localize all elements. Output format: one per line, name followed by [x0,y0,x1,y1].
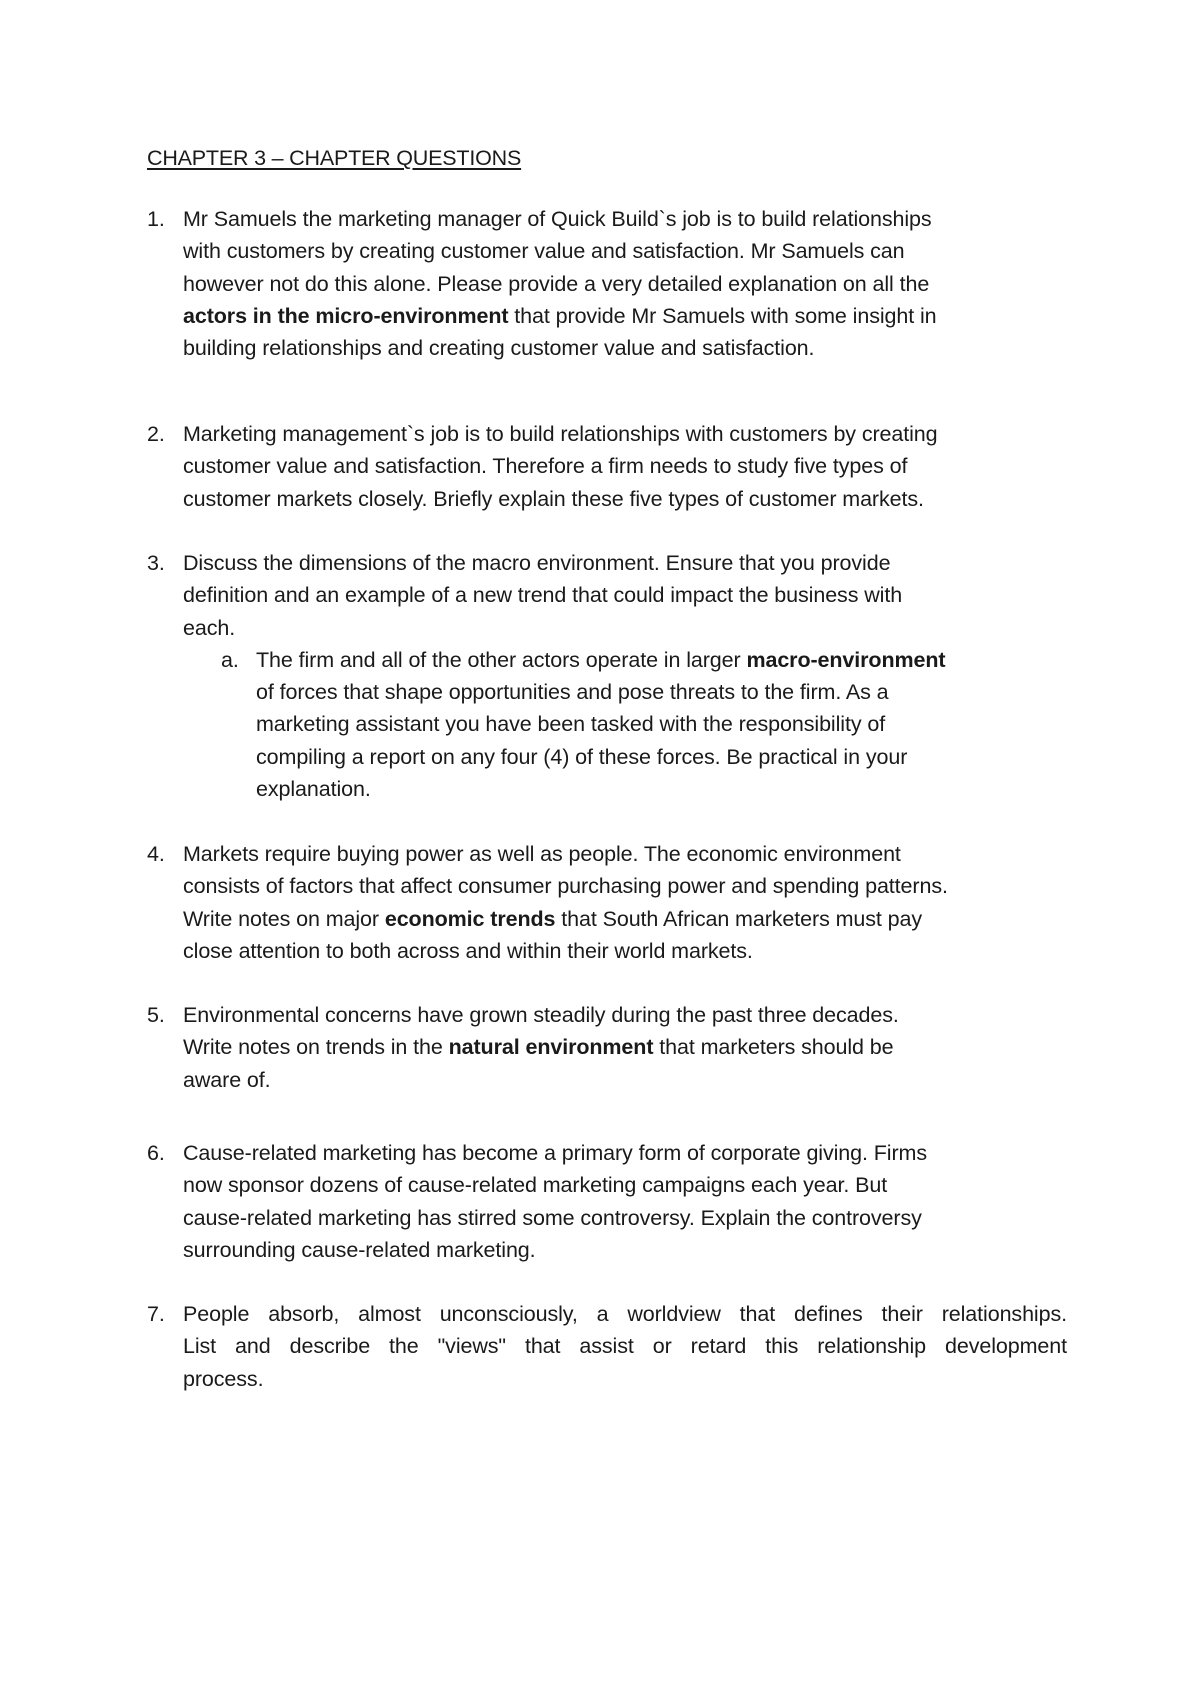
question-4 [147,838,1067,967]
question-line: now sponsor dozens of cause-related marketing campaigns each year. But [183,1173,888,1198]
question-line: cause-related marketing has stirred some controversy. Explain the controversy [183,1205,922,1230]
question-line: explanation. [256,777,371,802]
question-5 [147,999,1067,1096]
question-2 [147,418,1067,515]
question-line: customer value and satisfaction. Therefore a firm needs to study five types of [183,454,908,479]
sub-question-letter: a. [221,647,239,672]
question-3 [147,547,1067,805]
question-line: of forces that shape opportunities and pose threats to the firm. As a [256,680,889,705]
question-line: however not do this alone. Please provide a very detailed explanation on all the [183,271,930,296]
question-line: Write notes on major economic trends that South African marketers must pay [183,906,923,931]
question-line: Cause-related marketing has become a primary form of corporate giving. Firms [183,1141,927,1165]
question-line: actors in the micro-environment that provide Mr Samuels with some insight in [183,303,937,328]
question-line: Mr Samuels the marketing manager of Quick Build`s job is to build relationships [183,207,932,231]
question-line: aware of. [183,1067,271,1092]
question-line: Write notes on trends in the natural environment that marketers should be [183,1035,894,1060]
question-line: customer markets closely. Briefly explain these five types of customer markets. [183,486,924,511]
bold-term: natural environment [448,1035,654,1060]
question-7 [147,1298,1067,1395]
question-line: process. [183,1366,264,1391]
question-line: surrounding cause-related marketing. [183,1237,536,1262]
question-line: building relationships and creating customer value and satisfaction. [183,336,815,361]
bold-term: actors in the micro-environment [183,303,509,328]
question-line: close attention to both across and within their world markets. [183,938,753,963]
question-line: compiling a report on any four (4) of these forces. Be practical in your [256,744,908,769]
question-line: consists of factors that affect consumer purchasing power and spending patterns. [183,874,948,899]
question-number: 4. [147,842,165,866]
question-number: 1. [147,207,165,231]
question-line: The firm and all of the other actors operate in larger macro-environment [256,647,946,672]
question-number: 2. [147,422,165,446]
question-number: 7. [147,1302,165,1326]
bold-term: macro-environment [746,647,946,672]
question-number: 5. [147,1003,165,1027]
question-line: definition and an example of a new trend that could impact the business with [183,583,903,608]
bold-term: economic trends [384,906,556,931]
sub-question-a [221,644,1067,805]
question-1 [147,203,1067,364]
question-line: Discuss the dimensions of the macro environment. Ensure that you provide [183,551,891,575]
question-line: Marketing management`s job is to build relationships with customers by creating [183,422,938,446]
question-line: People absorb, almost unconsciously, a worldview that defines their relationships. [183,1302,1067,1326]
question-line: each. [183,615,236,640]
question-line: List and describe the "views" that assist or retard this relationship development [183,1334,1067,1359]
question-6 [147,1137,1067,1266]
page-title: CHAPTER 3 – CHAPTER QUESTIONS [147,146,522,170]
question-number: 6. [147,1141,165,1165]
question-line: with customers by creating customer value and satisfaction. Mr Samuels can [183,239,905,264]
question-line: marketing assistant you have been tasked with the responsibility of [256,712,886,737]
question-line: Environmental concerns have grown steadily during the past three decades. [183,1003,899,1027]
question-number: 3. [147,551,165,575]
question-line: Markets require buying power as well as people. The economic environment [183,842,901,866]
